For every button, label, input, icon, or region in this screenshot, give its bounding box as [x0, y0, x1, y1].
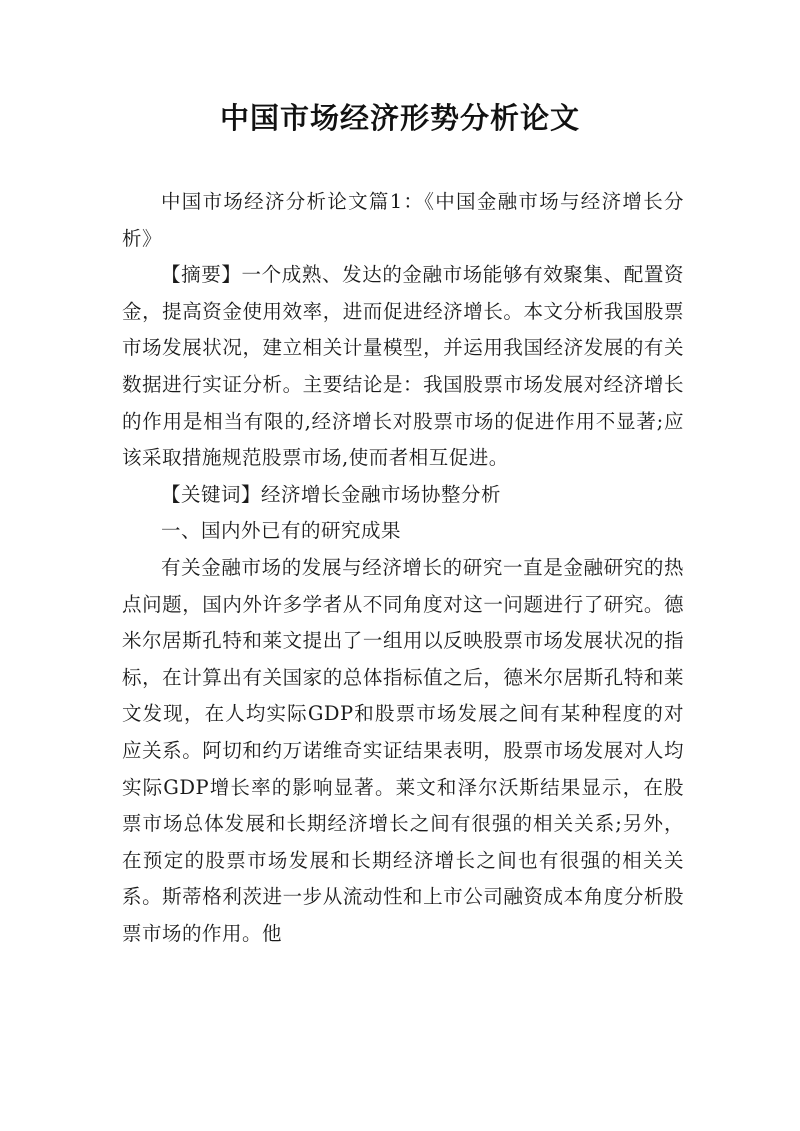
paragraph-abstract: 【摘要】一个成熟、发达的金融市场能够有效聚集、配置资金，提高资金使用效率，进而促进经济增长。本文分析我国股票市场发展状况，建立相关计量模型，并运用我国经济发展的有关数据进行实证分析。主要结论是：我国股票市场发展对经济增长的作用是相当有限的,经济增长对股票市场的促进作用不显著;应该采取措施规范股票市场,使而者相互促进。 [122, 263, 684, 470]
document-title: 中国市场经济形势分析论文 [219, 101, 580, 135]
section-heading: 一、国内外已有的研究成果 [161, 519, 402, 543]
document-body [122, 184, 684, 952]
paragraph-keywords: 【关键词】经济增长金融市场协整分析 [161, 482, 502, 506]
paragraph-article-heading: 中国市场经济分析论文篇1：《中国金融市场与经济增长分析》 [122, 190, 684, 250]
paragraph-body: 有关金融市场的发展与经济增长的研究一直是金融研究的热点问题，国内外许多学者从不同角度对这一问题进行了研究。德米尔居斯孔特和莱文提出了一组用以反映股票市场发展状况的指标，在计算出有关国家的总体指标值之后，德米尔居斯孔特和莱文发现，在人均实际GDP和股票市场发展之间有某种程度的对应关系。阿切和约万诺维奇实证结果表明，股票市场发展对人均实际GDP增长率的影响显著。莱文和泽尔沃斯结果显示，在股票市场总体发展和长期经济增长之间有很强的相关关系;另外，在预定的股票市场发展和长期经济增长之间也有很强的相关关系。斯蒂格利茨进一步从流动性和上市公司融资成本角度分析股票市场的作用。他 [122, 555, 684, 945]
